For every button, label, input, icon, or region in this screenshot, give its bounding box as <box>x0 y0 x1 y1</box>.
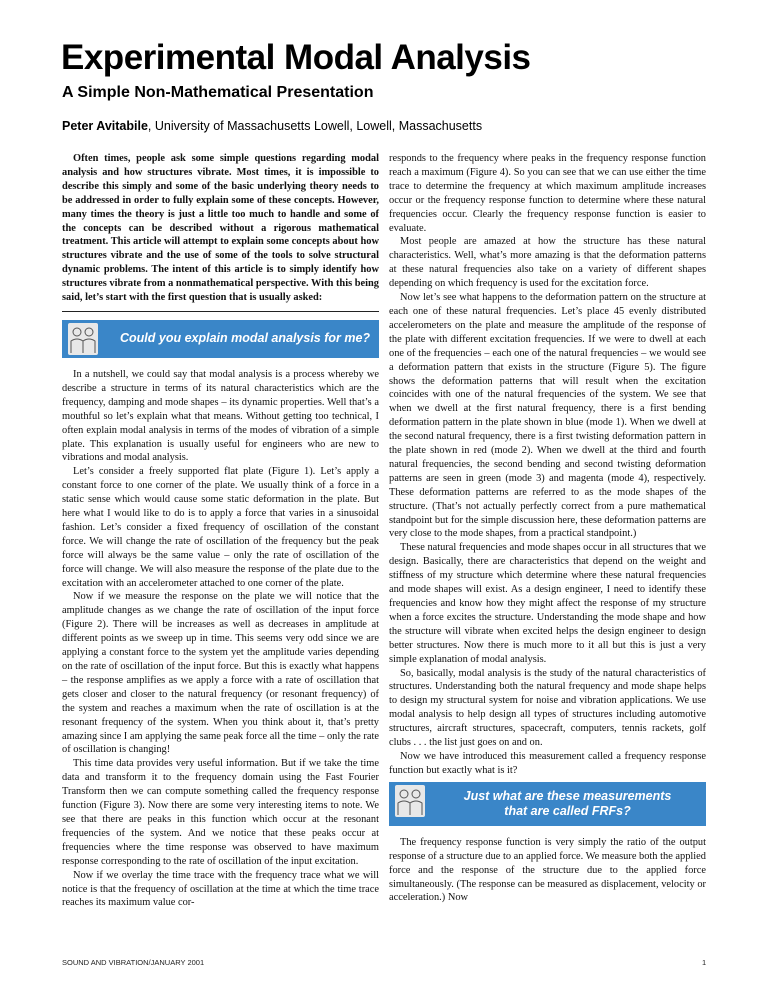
question-box-1 <box>62 320 379 358</box>
left-paragraph: In a nutshell, we could say that modal analysis is a process whereby we describe a structure in terms of its natural characteristics which are the frequency, damping and mode shapes – its dynamic properties. Well that’s a mouthful so let’s explain what that means. Without getting too technical, I often explain modal analysis in terms of the modes of vibration of a simple plate. This explanation is usually useful for engineers who are new to vibrations and modal analysis. <box>62 368 379 464</box>
question-2-line-2: that are called FRFs? <box>504 803 631 818</box>
left-column <box>62 152 379 910</box>
article-subtitle: A Simple Non-Mathematical Presentation <box>62 84 374 101</box>
footer-journal: SOUND AND VIBRATION/JANUARY 2001 <box>62 958 205 967</box>
abstract-text: Often times, people ask some simple questions regarding modal analysis and how structures vibrate. Most times, it is impossible to describe this simply and some of the basic underlying theory needs to be addressed in order to fully explain some of these concepts. However, many times the theory is just a little too much to handle and some of the concepts can be described without a rigorous mathematical treatment. This article will attempt to explain some concepts about how structures vibrate and the use of some of the tools to solve structural dynamic problems. The intent of this article is to simply identify how structures vibrate from a nonmathematical perspective. With this being said, let’s start with the first question that is usually asked: <box>62 153 379 304</box>
author-name: Peter Avitabile <box>62 119 148 133</box>
abstract-divider <box>62 311 379 312</box>
article-title: Experimental Modal Analysis <box>61 38 531 77</box>
left-paragraph: Now if we measure the response on the plate we will notice that the amplitude changes as we change the rate of oscillation of the input force (Figure 2). There will be increases as well as decreases in amplitude at different points as we sweep up in time. This seems very odd since we are applying a constant force to the system yet the amplitude varies depending on the rate of oscillation of the input force. But this is exactly what happens – the response amplifies as we apply a force with a rate of oscillation that gets closer and closer to the natural frequency (or resonant frequency) of the system and reaches a maximum when the rate of oscillation is at the resonant frequency of the system. When you think about it, that’s pretty amazing since I am applying the same peak force all the time – only the rate of oscillation is changing! <box>62 591 379 756</box>
right-paragraph: Most people are amazed at how the structure has these natural characteristics. Well, what’s more amazing is that the deformation patterns at these natural frequencies also take on a variety of different shapes depending on which frequency is used for the excitation force. <box>389 236 706 290</box>
right-paragraph: responds to the frequency where peaks in the frequency response function reach a maximum (Figure 4). So you can see that we can use either the time trace to determine the frequency at which maximum amplitude increases occur or the frequency response function to determine where these natural frequencies occur. Clearly the frequency response function is easier to evaluate. <box>389 153 706 234</box>
question-box-2 <box>389 782 706 826</box>
left-paragraph: Now if we overlay the time trace with the frequency trace what we will notice is that the frequency of oscillation at the time at which the time trace reaches its maximum value cor- <box>62 869 379 909</box>
abstract <box>62 152 379 305</box>
right-paragraph: Now we have introduced this measurement called a frequency response function but exactly what is it? <box>389 750 706 776</box>
right-paragraph: So, basically, modal analysis is the study of the natural characteristics of structures. Understanding both the natural frequency and mode shape helps to design my structural system for noise and vibration applications. We use modal analysis to help design all types of structures including automotive structures, aircraft structures, spacecraft, computers, tennis rackets, golf clubs . . . the list just goes on and on. <box>389 667 706 749</box>
right-column <box>389 152 706 905</box>
people-icon <box>395 785 425 817</box>
question-1-text: Could you explain modal analysis for me? <box>120 331 371 346</box>
right-paragraph: Now let’s see what happens to the deformation pattern on the structure at each one of these natural frequencies. Let’s place 45 evenly distributed accelerometers on the plate and measure the amplitude of the response of the plate with different excitation frequencies. If we were to dwell at each one of the frequencies – each one of the natural frequencies – we would see a deformation pattern that exists in the structure (Figure 5). The figure shows the deformation patterns that will result when the excitation coincides with one of the natural frequencies of the system. We see that when we dwell at the first natural frequency, there is a first bending deformation pattern in the plate shown in blue (mode 1). When we dwell at the second natural frequency, there is a first twisting deformation pattern in the plate shown in red (mode 2). When we dwell at the third and fourth natural frequencies, the second bending and second twisting deformation patterns are seen in green (mode 3) and magenta (mode 4), respectively. These deformation patterns are referred to as the mode shapes of the structure. (That’s not actually perfectly correct from a pure mathematical standpoint but for the simple discussion here, these deformation patterns are very close to the mode shapes, from a practical standpoint.) <box>389 292 706 540</box>
author-affiliation: , University of Massachusetts Lowell, Lowell, Massachusetts <box>147 119 483 133</box>
question-2-text <box>389 789 706 819</box>
question-2-line-1: Just what are these measurements <box>463 788 672 803</box>
left-paragraph: This time data provides very useful information. But if we take the time data and transform it to the frequency domain using the Fast Fourier Transform then we can compute something called the frequency response function (Figure 3). Now there are some very interesting items to note. We see that there are peaks in this function which occur at the resonant frequencies of the system. And we notice that these peaks occur at frequencies where the time response was observed to have maximum response corresponding to the rate of oscillation of the input excitation. <box>62 758 379 867</box>
footer-page-number: 1 <box>702 958 707 967</box>
right-paragraph: These natural frequencies and mode shapes occur in all structures that we design. Basically, there are characteristics that depend on the weight and stiffness of my structure which determine where these natural frequencies and mode shapes will exist. As a design engineer, I need to identify these frequencies and know how they might affect the response of my structure when a force excites the structure. Understanding the mode shape and how the structure will vibrate when excited helps the design engineer to design better structures. Now there is much more to it all but this is just a very simple explanation of modal analysis. <box>389 542 706 665</box>
people-icon <box>68 323 98 355</box>
left-paragraph: Let’s consider a freely supported flat plate (Figure 1). Let’s apply a constant force to one corner of the plate. We usually think of a force in a static sense which would cause some static deformation in the plate. But here what I would like to do is to apply a force that varies in a sinusoidal fashion. Let’s consider a fixed frequency of oscillation of the constant force. We will change the rate of oscillation of the frequency but the peak force will always be the same value – only the rate of oscillation of the force will change. We will also measure the response of the plate due to the excitation with an accelerometer attached to one corner of the plate. <box>62 466 379 589</box>
byline <box>62 119 482 133</box>
right-paragraph: The frequency response function is very simply the ratio of the output response of a structure due to an applied force. We measure both the applied force and the response of the structure due to the applied force simultaneously. (The response can be measured as displacement, velocity or acceleration.) Now <box>389 836 706 904</box>
